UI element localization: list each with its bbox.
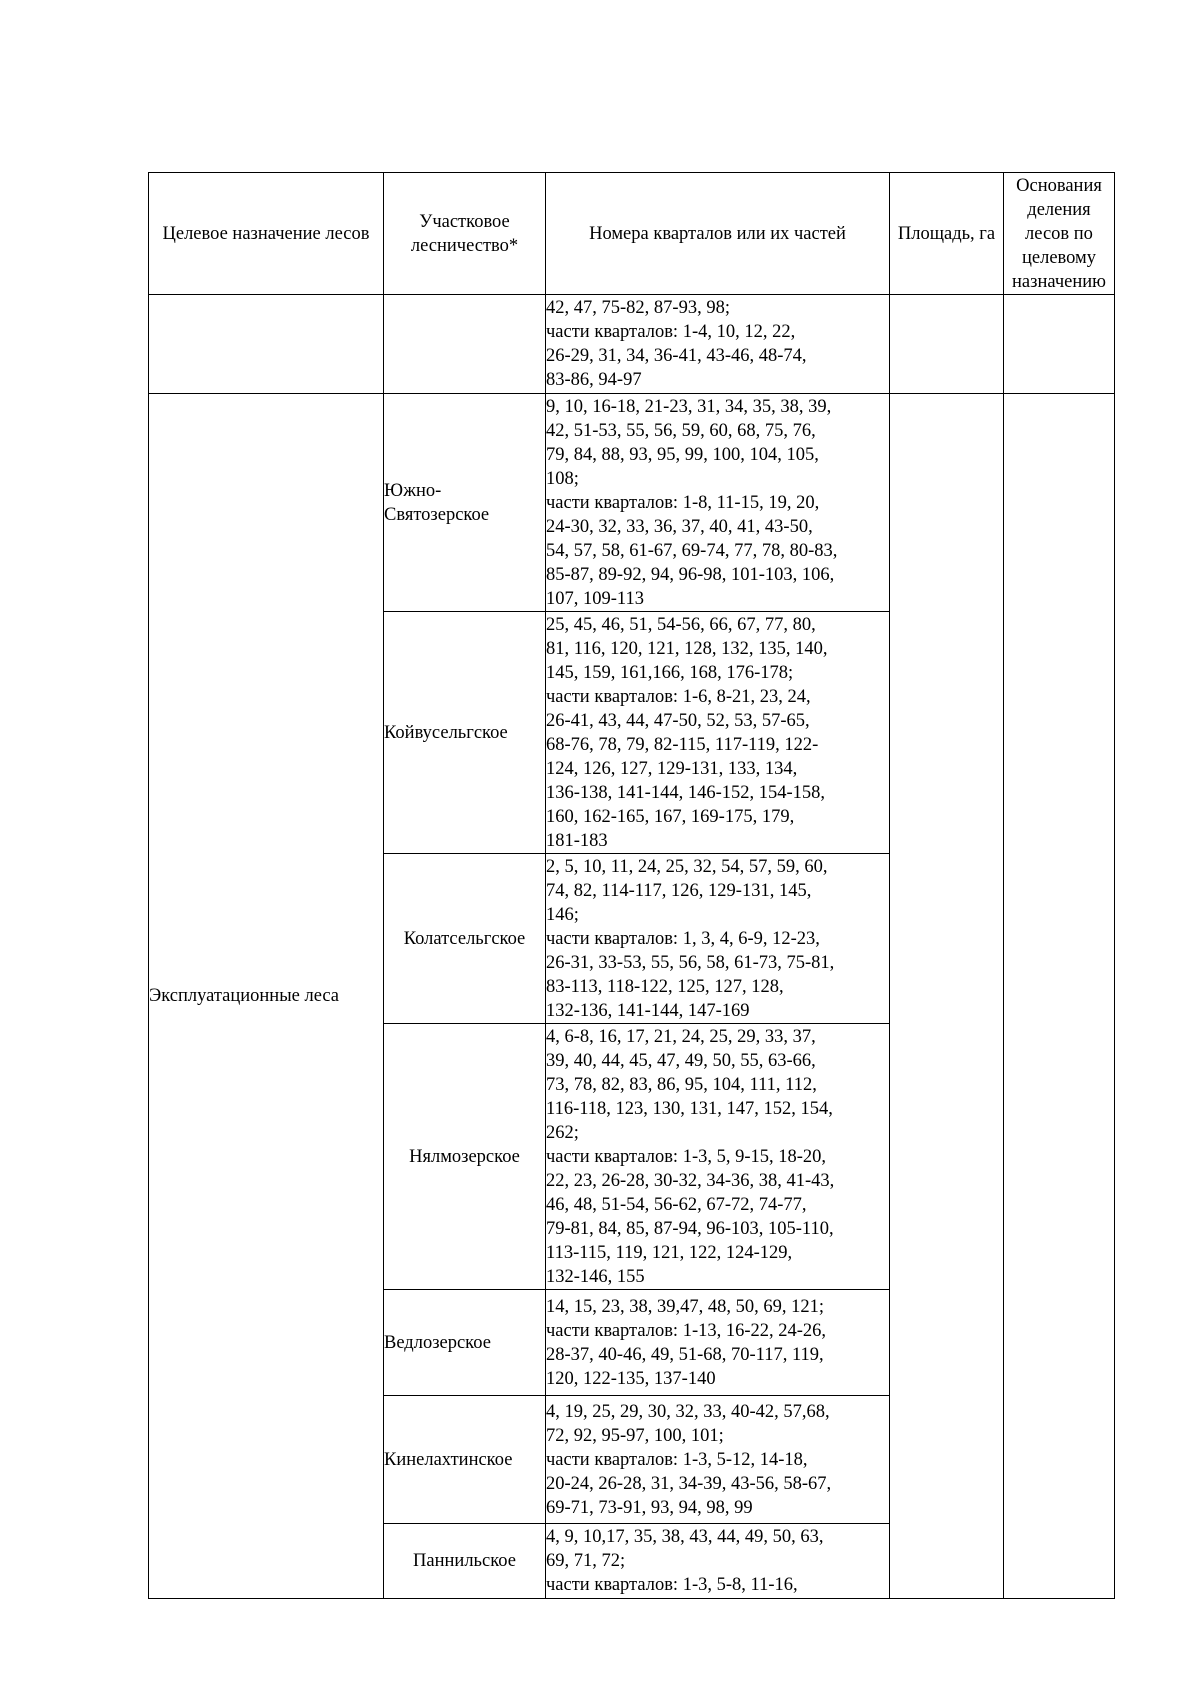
quarters-cell: 42, 47, 75-82, 87-93, 98; части кварталов: 1-4, 10, 12, 22, 26-29, 31, 34, 36-41, 43-46, 48-74, 83-86, 94-97 (546, 295, 890, 394)
header-basis: Основания деления лесов по целевому назначению (1004, 173, 1115, 295)
forestry-cell: Паннильское (384, 1524, 546, 1599)
quarters-cell: 14, 15, 23, 38, 39,47, 48, 50, 69, 121; части кварталов: 1-13, 16-22, 24-26, 28-37, 40-46, 49, 51-68, 70-117, 119, 120, 122-135, 137-140 (546, 1290, 890, 1396)
header-purpose: Целевое назначение лесов (149, 173, 384, 295)
quarters-cell: 9, 10, 16-18, 21-23, 31, 34, 35, 38, 39, 42, 51-53, 55, 56, 59, 60, 68, 75, 76, 79, 84, 88, 93, 95, 99, 100, 104, 105, 108; части кварталов: 1-8, 11-15, 19, 20, 24-30, 32, 33, 36, 37, 40, 41, 43-50, 54, 57, 58, 61-67, 69-74, 77, 78, 80-83, 85-87, 89-92, 94, 96-98, 101-103, 106, 107, 109-113 (546, 394, 890, 612)
table-row-continuation (149, 295, 1115, 394)
forestry-cell: Южно- Святозерское (384, 394, 546, 612)
quarters-cell: 4, 9, 10,17, 35, 38, 43, 44, 49, 50, 63, 69, 71, 72; части кварталов: 1-3, 5-8, 11-16, (546, 1524, 890, 1599)
basis-cell (1004, 394, 1115, 1599)
forestry-cell: Кинелахтинское (384, 1396, 546, 1524)
table-row (149, 394, 1115, 612)
forest-division-table (148, 172, 1115, 1599)
header-quarters: Номера кварталов или их частей (546, 173, 890, 295)
area-cell (890, 394, 1004, 1599)
header-area: Площадь, га (890, 173, 1004, 295)
quarters-cell: 25, 45, 46, 51, 54-56, 66, 67, 77, 80, 81, 116, 120, 121, 128, 132, 135, 140, 145, 159, 161,166, 168, 176-178; части кварталов: 1-6, 8-21, 23, 24, 26-41, 43, 44, 47-50, 52, 53, 57-65, 68-76, 78, 79, 82-115, 117-119, 122- 124, 126, 127, 129-131, 133, 134, 136-138, 141-144, 146-152, 154-158, 160, 162-165, 167, 169-175, 179, 181-183 (546, 612, 890, 854)
quarters-cell: 2, 5, 10, 11, 24, 25, 32, 54, 57, 59, 60, 74, 82, 114-117, 126, 129-131, 145, 146; части кварталов: 1, 3, 4, 6-9, 12-23, 26-31, 33-53, 55, 56, 58, 61-73, 75-81, 83-113, 118-122, 125, 127, 128, 132-136, 141-144, 147-169 (546, 854, 890, 1024)
forestry-cell-empty (384, 295, 546, 394)
quarters-cell: 4, 6-8, 16, 17, 21, 24, 25, 29, 33, 37, 39, 40, 44, 45, 47, 49, 50, 55, 63-66, 73, 78, 82, 83, 86, 95, 104, 111, 112, 116-118, 123, 130, 131, 147, 152, 154, 262; части кварталов: 1-3, 5, 9-15, 18-20, 22, 23, 26-28, 30-32, 34-36, 38, 41-43, 46, 48, 51-54, 56-62, 67-72, 74-77, 79-81, 84, 85, 87-94, 96-103, 105-110, 113-115, 119, 121, 122, 124-129, 132-146, 155 (546, 1024, 890, 1290)
forestry-cell: Койвусельгское (384, 612, 546, 854)
quarters-cell: 4, 19, 25, 29, 30, 32, 33, 40-42, 57,68, 72, 92, 95-97, 100, 101; части кварталов: 1-3, 5-12, 14-18, 20-24, 26-28, 31, 34-39, 43-56, 58-67, 69-71, 73-91, 93, 94, 98, 99 (546, 1396, 890, 1524)
forestry-cell: Ведлозерское (384, 1290, 546, 1396)
forestry-cell: Нялмозерское (384, 1024, 546, 1290)
area-cell (890, 295, 1004, 394)
purpose-cell-empty (149, 295, 384, 394)
basis-cell (1004, 295, 1115, 394)
table-header-row (149, 173, 1115, 295)
purpose-cell-exploitation: Эксплуатационные леса (149, 394, 384, 1599)
forestry-cell: Колатсельгское (384, 854, 546, 1024)
header-forestry: Участковое лесничество* (384, 173, 546, 295)
